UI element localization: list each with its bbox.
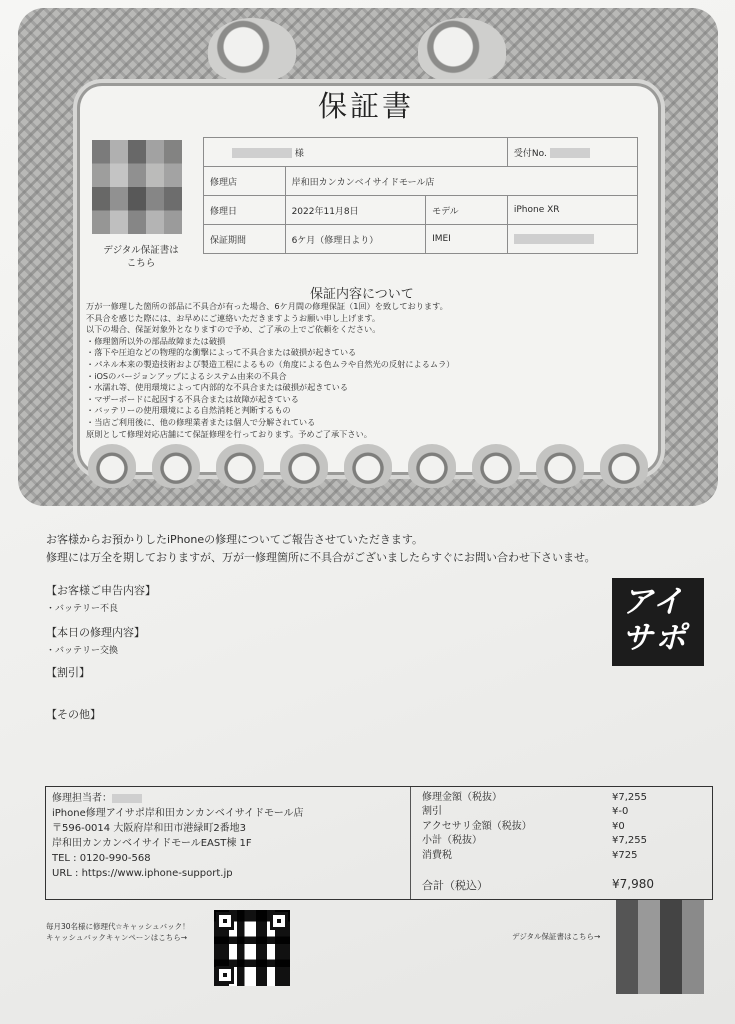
- repair-title: 【本日の修理内容】: [46, 626, 145, 639]
- digital-warranty-qr-code[interactable]: [92, 140, 182, 234]
- fee-row: 小計（税抜） ¥7,255: [422, 835, 647, 847]
- warranty-line: ・水濡れ等、使用環境によって内部的な不具合または破損が起きている: [86, 382, 349, 393]
- shop-tel: TEL : 0120-990-568: [52, 853, 151, 864]
- shop-postal-address: 〒596-0014 大阪府岸和田市港緑町2番地3: [52, 823, 247, 834]
- digital-warranty-qr-code-bottom[interactable]: [616, 900, 704, 994]
- redacted-name: [232, 148, 292, 158]
- shop-info: [52, 791, 304, 881]
- report-line-1: お客様からお預かりしたiPhoneの修理についてご報告させていただきます。: [46, 533, 424, 546]
- phoenix-ornament-left: [208, 18, 296, 82]
- receipt-no-cell: [507, 138, 637, 167]
- shop-url[interactable]: URL : https://www.iphone-support.jp: [52, 868, 233, 879]
- date-value: 2022年11月8日: [285, 196, 426, 225]
- report-line-2: 修理には万全を期しておりますが、万が一修理箇所に不具合がございましたらすぐにお問い合わせ下さいませ。: [46, 551, 596, 564]
- fee-row: 修理金額（税抜） ¥7,255: [422, 792, 647, 803]
- total-label: 合計（税込）: [422, 879, 488, 892]
- aisapo-logo: アイ サポ: [612, 578, 704, 666]
- leaf-ornament-row: [88, 444, 648, 492]
- fee-list: [422, 791, 647, 863]
- warranty-line: ・当店ご利用後に、他の修理業者または個人で分解されている: [86, 416, 316, 427]
- other-title: 【その他】: [46, 708, 101, 721]
- period-label: 保証期間: [204, 225, 286, 254]
- digital-warranty-label: デジタル保証書は こちら: [103, 245, 179, 269]
- repair-section: [46, 624, 145, 656]
- warranty-line: ・マザーボードに起因する不具合または故障が起きている: [86, 393, 299, 404]
- warranty-line: ・バッテリーの使用環境による自然消耗と判断するもの: [86, 405, 291, 416]
- redacted-imei: [514, 234, 594, 244]
- receipt-label: 受付No.: [513, 148, 547, 159]
- shop-building: 岸和田カンカンベイサイドモールEAST棟 1F: [52, 838, 252, 849]
- warranty-line: ・パネル本来の製造技術および製造工程によるもの（角度による色ムラや自然光の反射によるムラ）: [86, 358, 455, 369]
- date-label: 修理日: [204, 196, 286, 225]
- certificate-title: 保証書: [318, 89, 415, 123]
- redacted-receipt-number: [550, 148, 590, 158]
- fee-row: 消費税 ¥725: [422, 849, 638, 861]
- fee-row: アクセサリ金額（税抜） ¥0: [422, 820, 625, 832]
- other-section: [46, 706, 101, 722]
- warranty-line: ・落下や圧迫などの物理的な衝撃によって不具合または破損が起きている: [86, 347, 357, 358]
- warranty-line: 原則として修理対応店舗にて保証修理を行っております。予めご了承下さい。: [86, 428, 372, 439]
- digital-warranty-link-text: デジタル保証書はこちら→: [512, 932, 601, 941]
- warranty-line: 万が一修理した箇所の部品に不具合が有った場合、6ケ月間の修理保証（1回）を致しております。: [86, 301, 448, 311]
- customer-name-cell: [204, 138, 508, 167]
- warranty-line: 不具合を感じた際には、お早めにご連絡いただきますようお願い申し上げます。: [86, 312, 381, 323]
- store-value: 岸和田カンカンベイサイドモール店: [285, 167, 637, 196]
- repair-report: [46, 531, 596, 567]
- imei-value: [507, 225, 637, 254]
- box-divider: [410, 787, 411, 899]
- discount-title: 【割引】: [46, 666, 90, 679]
- repair-value: ・バッテリー交換: [46, 646, 119, 656]
- warranty-terms: [86, 301, 646, 440]
- model-label: モデル: [426, 196, 508, 225]
- staff-label: 修理担当者：: [52, 791, 304, 806]
- total-row: [422, 877, 702, 893]
- fee-row: 割引 ¥-0: [422, 806, 629, 818]
- cashback-qr-code[interactable]: [214, 910, 290, 986]
- shop-and-fees-box: [45, 786, 713, 900]
- period-value: 6ケ月（修理日より）: [285, 225, 426, 254]
- warranty-line: 以下の場合、保証対象外となりますので予め、ご了承の上でご依頼をください。: [86, 324, 381, 335]
- warranty-line: ・iOSのバージョンアップによるシステム由来の不具合: [86, 370, 287, 381]
- imei-label: IMEI: [426, 225, 508, 254]
- store-label: 修理店: [204, 167, 286, 196]
- total-value: ¥7,980: [612, 877, 654, 891]
- complaint-value: ・バッテリー不良: [46, 604, 119, 614]
- certificate-info-table: [203, 137, 638, 254]
- complaint-title: 【お客様ご申告内容】: [46, 584, 156, 597]
- discount-section: [46, 664, 90, 680]
- complaint-section: [46, 582, 156, 614]
- warranty-heading: 保証内容について: [310, 287, 414, 302]
- phoenix-ornament-right: [418, 18, 506, 82]
- warranty-line: ・修理箇所以外の部品故障または破損: [86, 335, 226, 346]
- customer-suffix: 様: [294, 148, 304, 159]
- model-value: iPhone XR: [507, 196, 637, 225]
- shop-name: iPhone修理アイサポ岸和田カンカンベイサイドモール店: [52, 808, 304, 819]
- cashback-campaign-text: 毎月30名様に修理代☆キャッシュバック！ キャッシュバックキャンペーンはこちら→: [46, 922, 190, 942]
